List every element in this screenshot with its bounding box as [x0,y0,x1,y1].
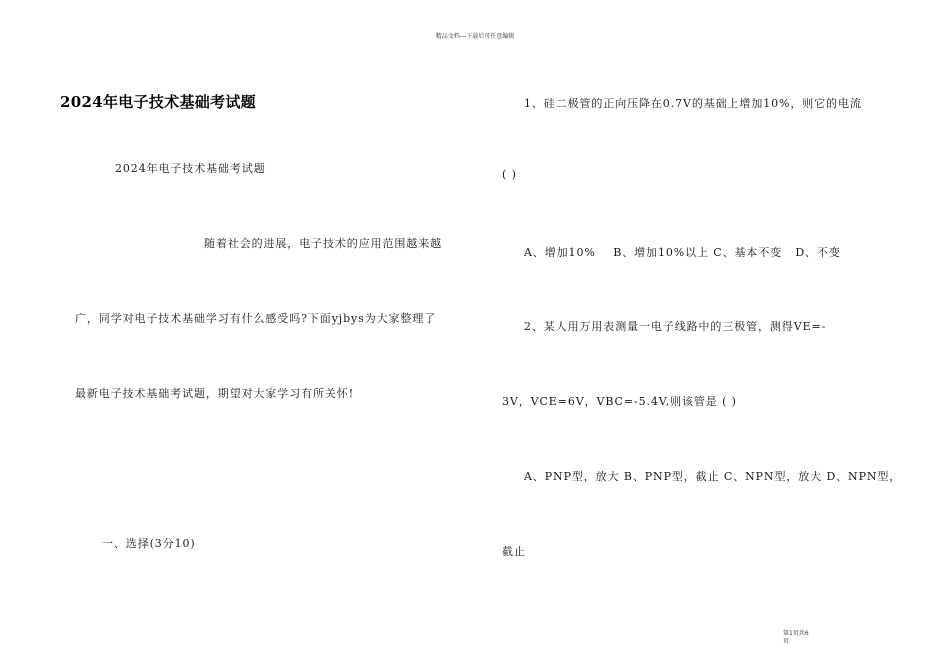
section-heading-choice: 一、选择(3分10) [102,537,196,550]
intro-paragraph-line-2: 广，同学对电子技术基础学习有什么感受吗?下面yjbys为大家整理了 [75,312,437,325]
page-header: 精品文档---下载后可任意编辑 [435,33,515,40]
document-subtitle: 2024年电子技术基础考试题 [115,162,266,175]
question-2-line-2: 3V，VCE=6V，VBC=-5.4V,则该管是 ( ) [502,395,737,408]
question-2-options: A、PNP型，放大 B、PNP型，截止 C、NPN型，放大 D、NPN型， [524,470,902,483]
question-1-line-2: ( ) [502,168,517,181]
intro-paragraph-line-1: 随着社会的进展，电子技术的应用范围越来越 [204,237,442,250]
question-1-options: A、增加10% B、增加10%以上 C、基本不变 D、不变 [524,246,841,259]
intro-paragraph-line-3: 最新电子技术基础考试题，期望对大家学习有所关怀! [75,387,355,400]
question-2-line-1: 2、某人用万用表测量一电子线路中的三极管，测得VE=- [524,320,827,333]
page-number-line-1: 第1页共6 [783,630,809,637]
question-2-options-continued: 截止 [502,545,526,558]
question-1-line-1: 1、硅二极管的正向压降在0.7V的基础上增加10%，则它的电流 [524,97,862,110]
document-title: 2024年电子技术基础考试题 [60,93,256,111]
page-number-line-2: 页 [783,638,790,645]
